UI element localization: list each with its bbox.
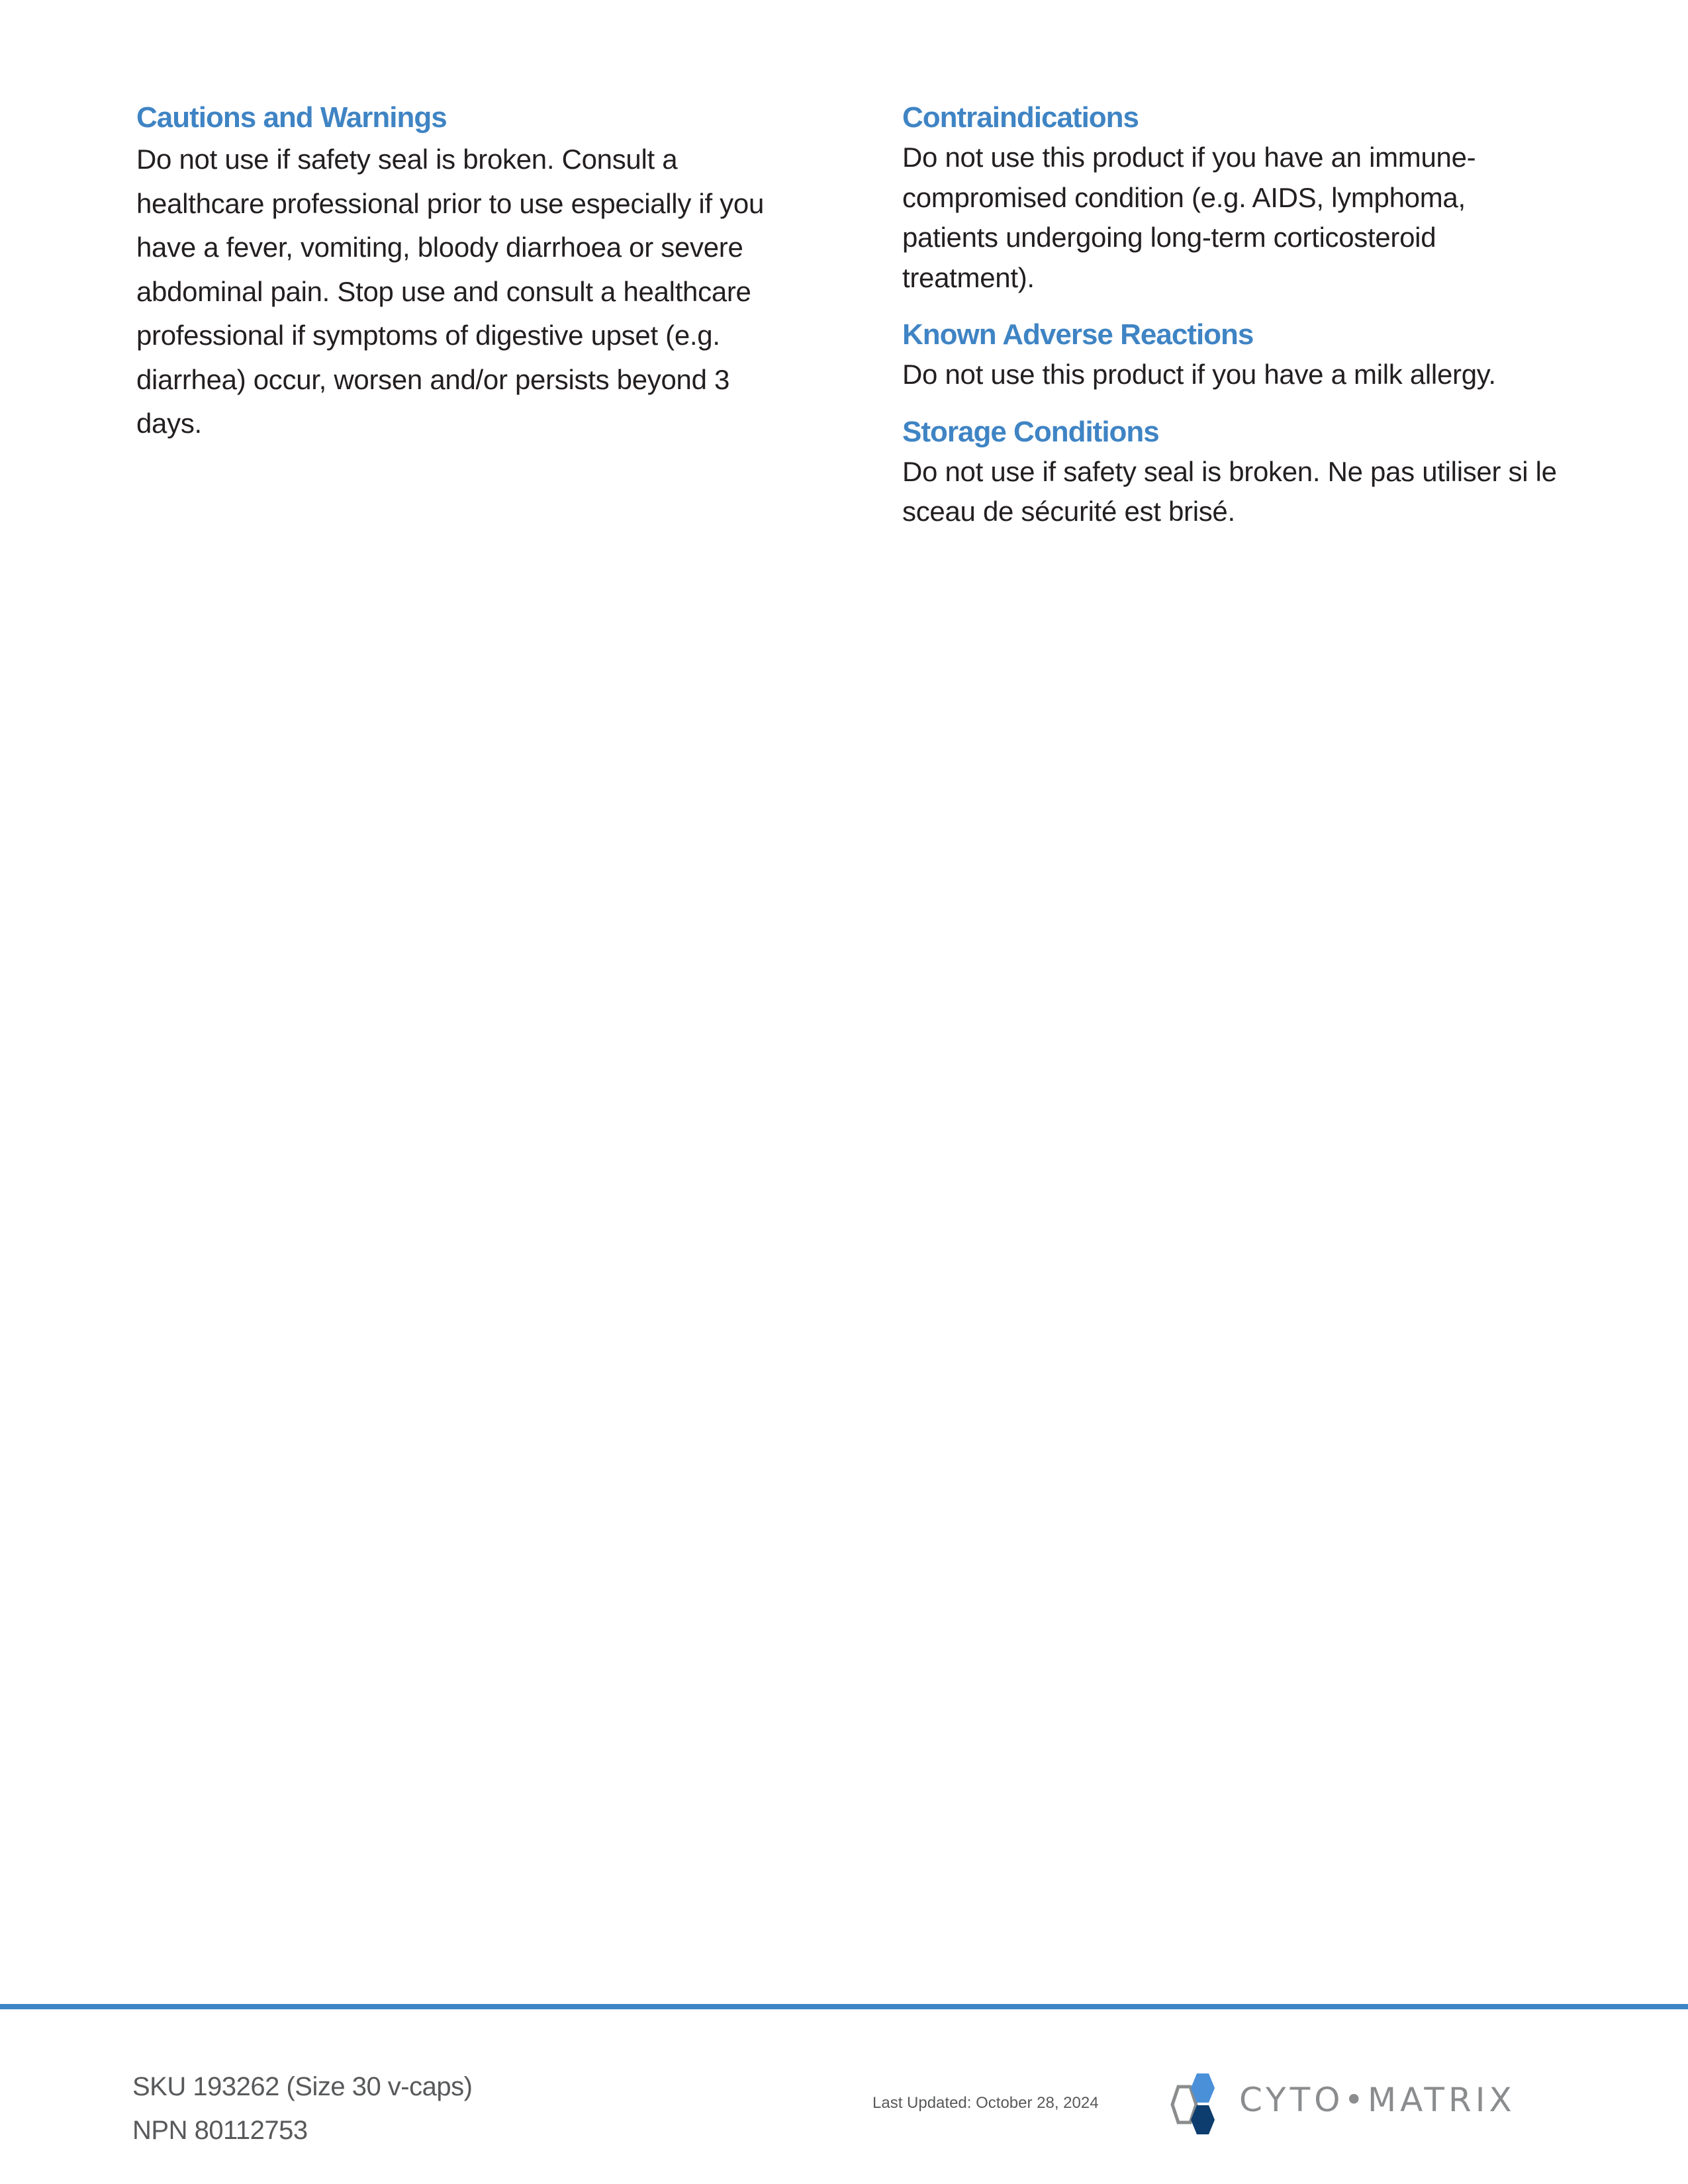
text-line: treatment). bbox=[902, 261, 1035, 293]
hexagon-logo-icon bbox=[1158, 2068, 1238, 2141]
sku-text: SKU 193262 (Size 30 v-caps) bbox=[132, 2072, 473, 2101]
storage-section bbox=[902, 412, 1564, 532]
contraindications-section bbox=[902, 98, 1564, 298]
adverse-reactions-section bbox=[902, 315, 1564, 395]
text-line: abdominal pain. Stop use and consult a healthcare bbox=[136, 275, 751, 307]
text-line: patients undergoing long-term corticosteroid bbox=[902, 222, 1436, 253]
footer-divider bbox=[0, 2004, 1688, 2009]
right-column bbox=[902, 98, 1564, 549]
text-line: days. bbox=[136, 408, 202, 439]
text-line: have a fever, vomiting, bloody diarrhoea or severe bbox=[136, 232, 743, 263]
adverse-reactions-heading: Known Adverse Reactions bbox=[902, 318, 1254, 351]
text-line: Do not use this product if you have an immune- bbox=[902, 142, 1476, 173]
contraindications-heading: Contraindications bbox=[902, 101, 1139, 134]
text-line: compromised condition (e.g. AIDS, lymphoma, bbox=[902, 181, 1466, 213]
text-line: professional if symptoms of digestive upset (e.g. bbox=[136, 320, 720, 351]
text-line: Do not use if safety seal is broken. Ne pas utiliser si le bbox=[902, 455, 1557, 487]
left-column bbox=[136, 98, 798, 463]
cautions-section bbox=[136, 98, 798, 446]
product-identifiers bbox=[132, 2065, 472, 2152]
text-line: healthcare professional prior to use especially if you bbox=[136, 187, 764, 219]
cautions-text bbox=[136, 138, 798, 446]
last-updated-text: Last Updated: October 28, 2024 bbox=[872, 2094, 1099, 2112]
storage-heading: Storage Conditions bbox=[902, 415, 1159, 448]
brand-wordmark: CYTO•MATRIX bbox=[1239, 2081, 1516, 2119]
text-line: Do not use if safety seal is broken. Consult a bbox=[136, 144, 678, 175]
adverse-reactions-text bbox=[902, 355, 1564, 395]
cautions-heading: Cautions and Warnings bbox=[136, 101, 447, 134]
text-line: diarrhea) occur, worsen and/or persists beyond 3 bbox=[136, 363, 730, 395]
text-line: sceau de sécurité est brisé. bbox=[902, 496, 1235, 527]
npn-text: NPN 80112753 bbox=[132, 2116, 308, 2145]
text-line: Do not use this product if you have a milk allergy. bbox=[902, 359, 1496, 390]
contraindications-text bbox=[902, 138, 1564, 298]
cytomatrix-logo bbox=[1158, 2068, 1556, 2141]
storage-text bbox=[902, 452, 1564, 532]
